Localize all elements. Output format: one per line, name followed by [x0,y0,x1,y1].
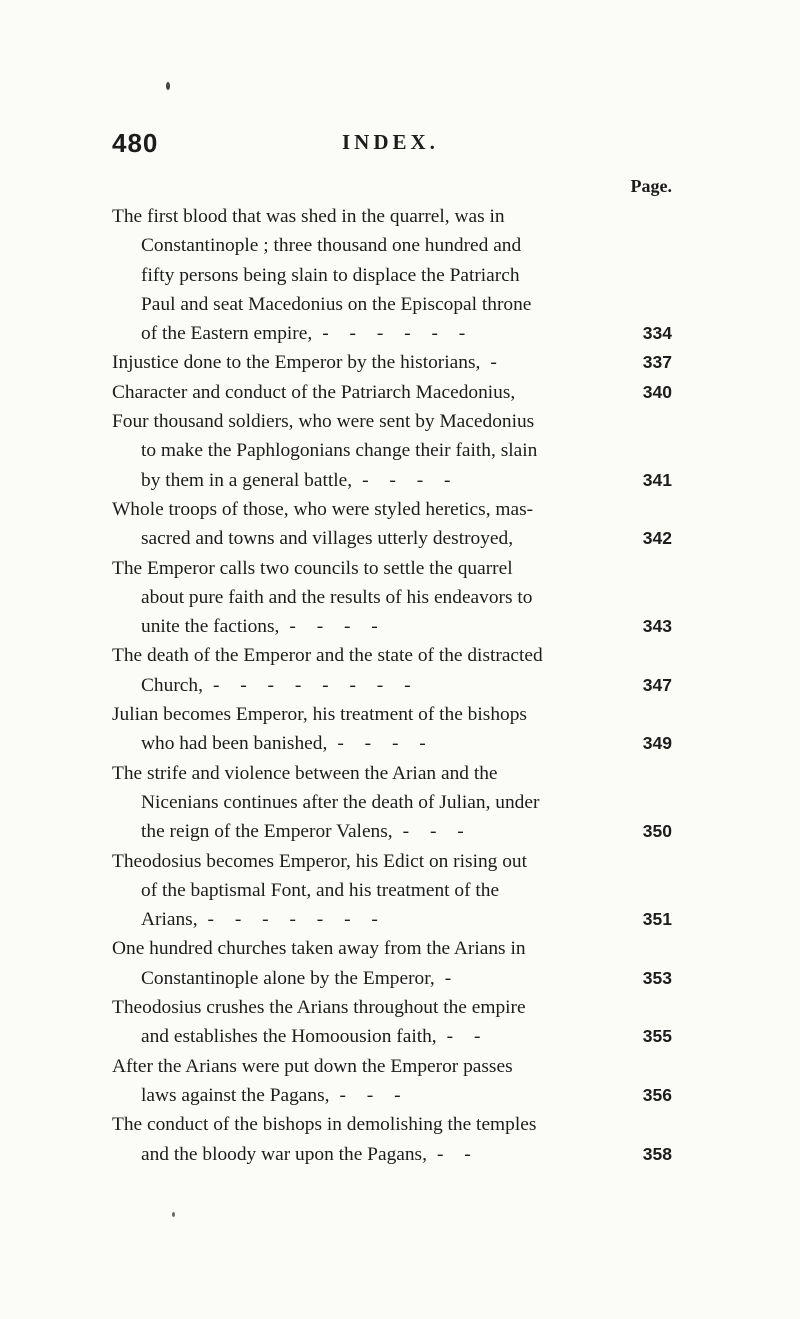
entry-text-line [112,436,672,465]
entry-text: Character and conduct of the Patriarch Macedonius, [112,381,516,403]
dot-leader: - - - [402,821,472,843]
entry-text-line [112,876,672,905]
entry-text: Church, [141,674,203,696]
dot-leader: - - - - - - [322,323,474,345]
entry-text: The Emperor calls two councils to settle the quarrel [112,557,513,579]
entry-text-line [112,495,672,524]
entry-text: One hundred churches taken away from the Arians in [112,938,526,960]
entry-text: The conduct of the bishops in demolishing the temples [112,1114,537,1136]
entry-text-line [112,641,672,670]
entry-text-line [112,934,672,963]
entry-text-line [112,348,672,377]
entry-text: Theodosius becomes Emperor, his Edict on rising out [112,850,527,872]
entry-text: The death of the Emperor and the state of the distracted [112,645,543,667]
running-title: INDEX. [342,130,439,154]
page-reference: 340 [642,381,672,402]
entry-text-line [112,905,672,934]
entry-text: and establishes the Homoousion faith, [141,1026,437,1048]
page-reference: 342 [642,528,672,549]
entry-text-line [112,612,672,641]
dot-leader: - - - - - - - [207,909,386,931]
entry-text: Injustice done to the Emperor by the historians, [112,352,481,374]
page-header [112,128,672,168]
entry-text-line [112,524,672,553]
entry-text-line [112,788,672,817]
entry-text-line [112,1110,672,1139]
entry-text: sacred and towns and villages utterly destroyed, [141,528,514,550]
index-entry [112,348,672,377]
entry-text-line [112,1022,672,1051]
ink-speck [166,82,170,90]
index-entry [112,700,672,759]
entry-text-line [112,319,672,348]
entry-text: After the Arians were put down the Emperor passes [112,1055,513,1077]
index-entry [112,407,672,495]
index-entry [112,641,672,700]
entry-text-line [112,290,672,319]
entry-text: the reign of the Emperor Valens, [141,821,393,843]
entry-text: Julian becomes Emperor, his treatment of the bishops [112,704,527,726]
dot-leader: - - - - [289,616,386,638]
page-reference: 355 [642,1026,672,1047]
index-entries [112,202,672,1169]
entry-text-line [112,817,672,846]
entry-text-line [112,202,672,231]
entry-text: and the bloody war upon the Pagans, [141,1143,427,1165]
index-entry [112,993,672,1052]
entry-text-line [112,759,672,788]
entry-text: fifty persons being slain to displace the Patriarch [141,264,520,286]
index-entry [112,759,672,847]
index-entry [112,378,672,407]
entry-text: The first blood that was shed in the quarrel, was in [112,206,505,227]
entry-text: Whole troops of those, who were styled heretics, mas- [112,498,534,520]
entry-text-line [112,231,672,260]
entry-text-line [112,1140,672,1169]
entry-text: to make the Paphlogonians change their faith, slain [141,440,538,462]
page-reference: 349 [642,733,672,754]
entry-text-line [112,1052,672,1081]
entry-text: Theodosius crushes the Arians throughout the empire [112,997,526,1019]
dot-leader: - - - - [362,469,459,491]
page-reference: 356 [642,1084,672,1105]
page-reference: 343 [642,616,672,637]
dot-leader: - - [446,1026,489,1048]
page-reference: 358 [642,1143,672,1164]
entry-text-line [112,554,672,583]
entry-text: Nicenians continues after the death of Julian, under [141,791,540,813]
page-reference: 334 [642,323,672,344]
page-reference: 350 [642,821,672,842]
entry-text: The strife and violence between the Arian and the [112,762,498,784]
entry-text-line [112,964,672,993]
dot-leader: - - - - - - - - [212,674,419,696]
index-entry [112,202,672,348]
entry-text-line [112,993,672,1022]
entry-text-line [112,1081,672,1110]
index-entry [112,495,672,554]
entry-text: Arians, [141,909,198,931]
entry-text: of the Eastern empire, [141,323,313,345]
entry-text: who had been banished, [141,733,328,755]
page-reference: 351 [642,909,672,930]
dot-leader: - [490,352,505,374]
ink-speck [172,1212,175,1217]
entry-text-line [112,407,672,436]
page-reference: 341 [642,469,672,490]
page-number: 480 [112,128,159,158]
index-entry [112,554,672,642]
entry-text-line [112,466,672,495]
entry-text-line [112,671,672,700]
page-column-label: Page. [630,176,672,196]
entry-text: unite the factions, [141,616,280,638]
page-reference: 347 [642,674,672,695]
entry-text-line [112,378,672,407]
dot-leader: - [444,967,460,989]
index-entry [112,1110,672,1169]
entry-text: laws against the Pagans, [141,1084,330,1106]
page-reference: 337 [642,352,672,373]
entry-text: Paul and seat Macedonius on the Episcopal throne [141,293,532,315]
entry-text-line [112,700,672,729]
dot-leader: - - - [339,1084,409,1106]
entry-text: by them in a general battle, [141,469,353,491]
entry-text-line [112,583,672,612]
index-entry [112,934,672,993]
entry-text: Four thousand soldiers, who were sent by Macedonius [112,411,535,433]
entry-text-line [112,729,672,758]
entry-text: about pure faith and the results of his endeavors to [141,586,533,608]
index-entry [112,847,672,935]
entry-text: Constantinople ; three thousand one hundred and [141,235,522,257]
page-reference: 353 [642,967,672,988]
entry-text: of the baptismal Font, and his treatment of the [141,879,500,901]
dot-leader: - - [436,1143,479,1165]
entry-text-line [112,261,672,290]
dot-leader: - - - - [337,733,434,755]
entry-text: Constantinople alone by the Emperor, [141,967,435,989]
entry-text-line [112,847,672,876]
index-entry [112,1052,672,1111]
